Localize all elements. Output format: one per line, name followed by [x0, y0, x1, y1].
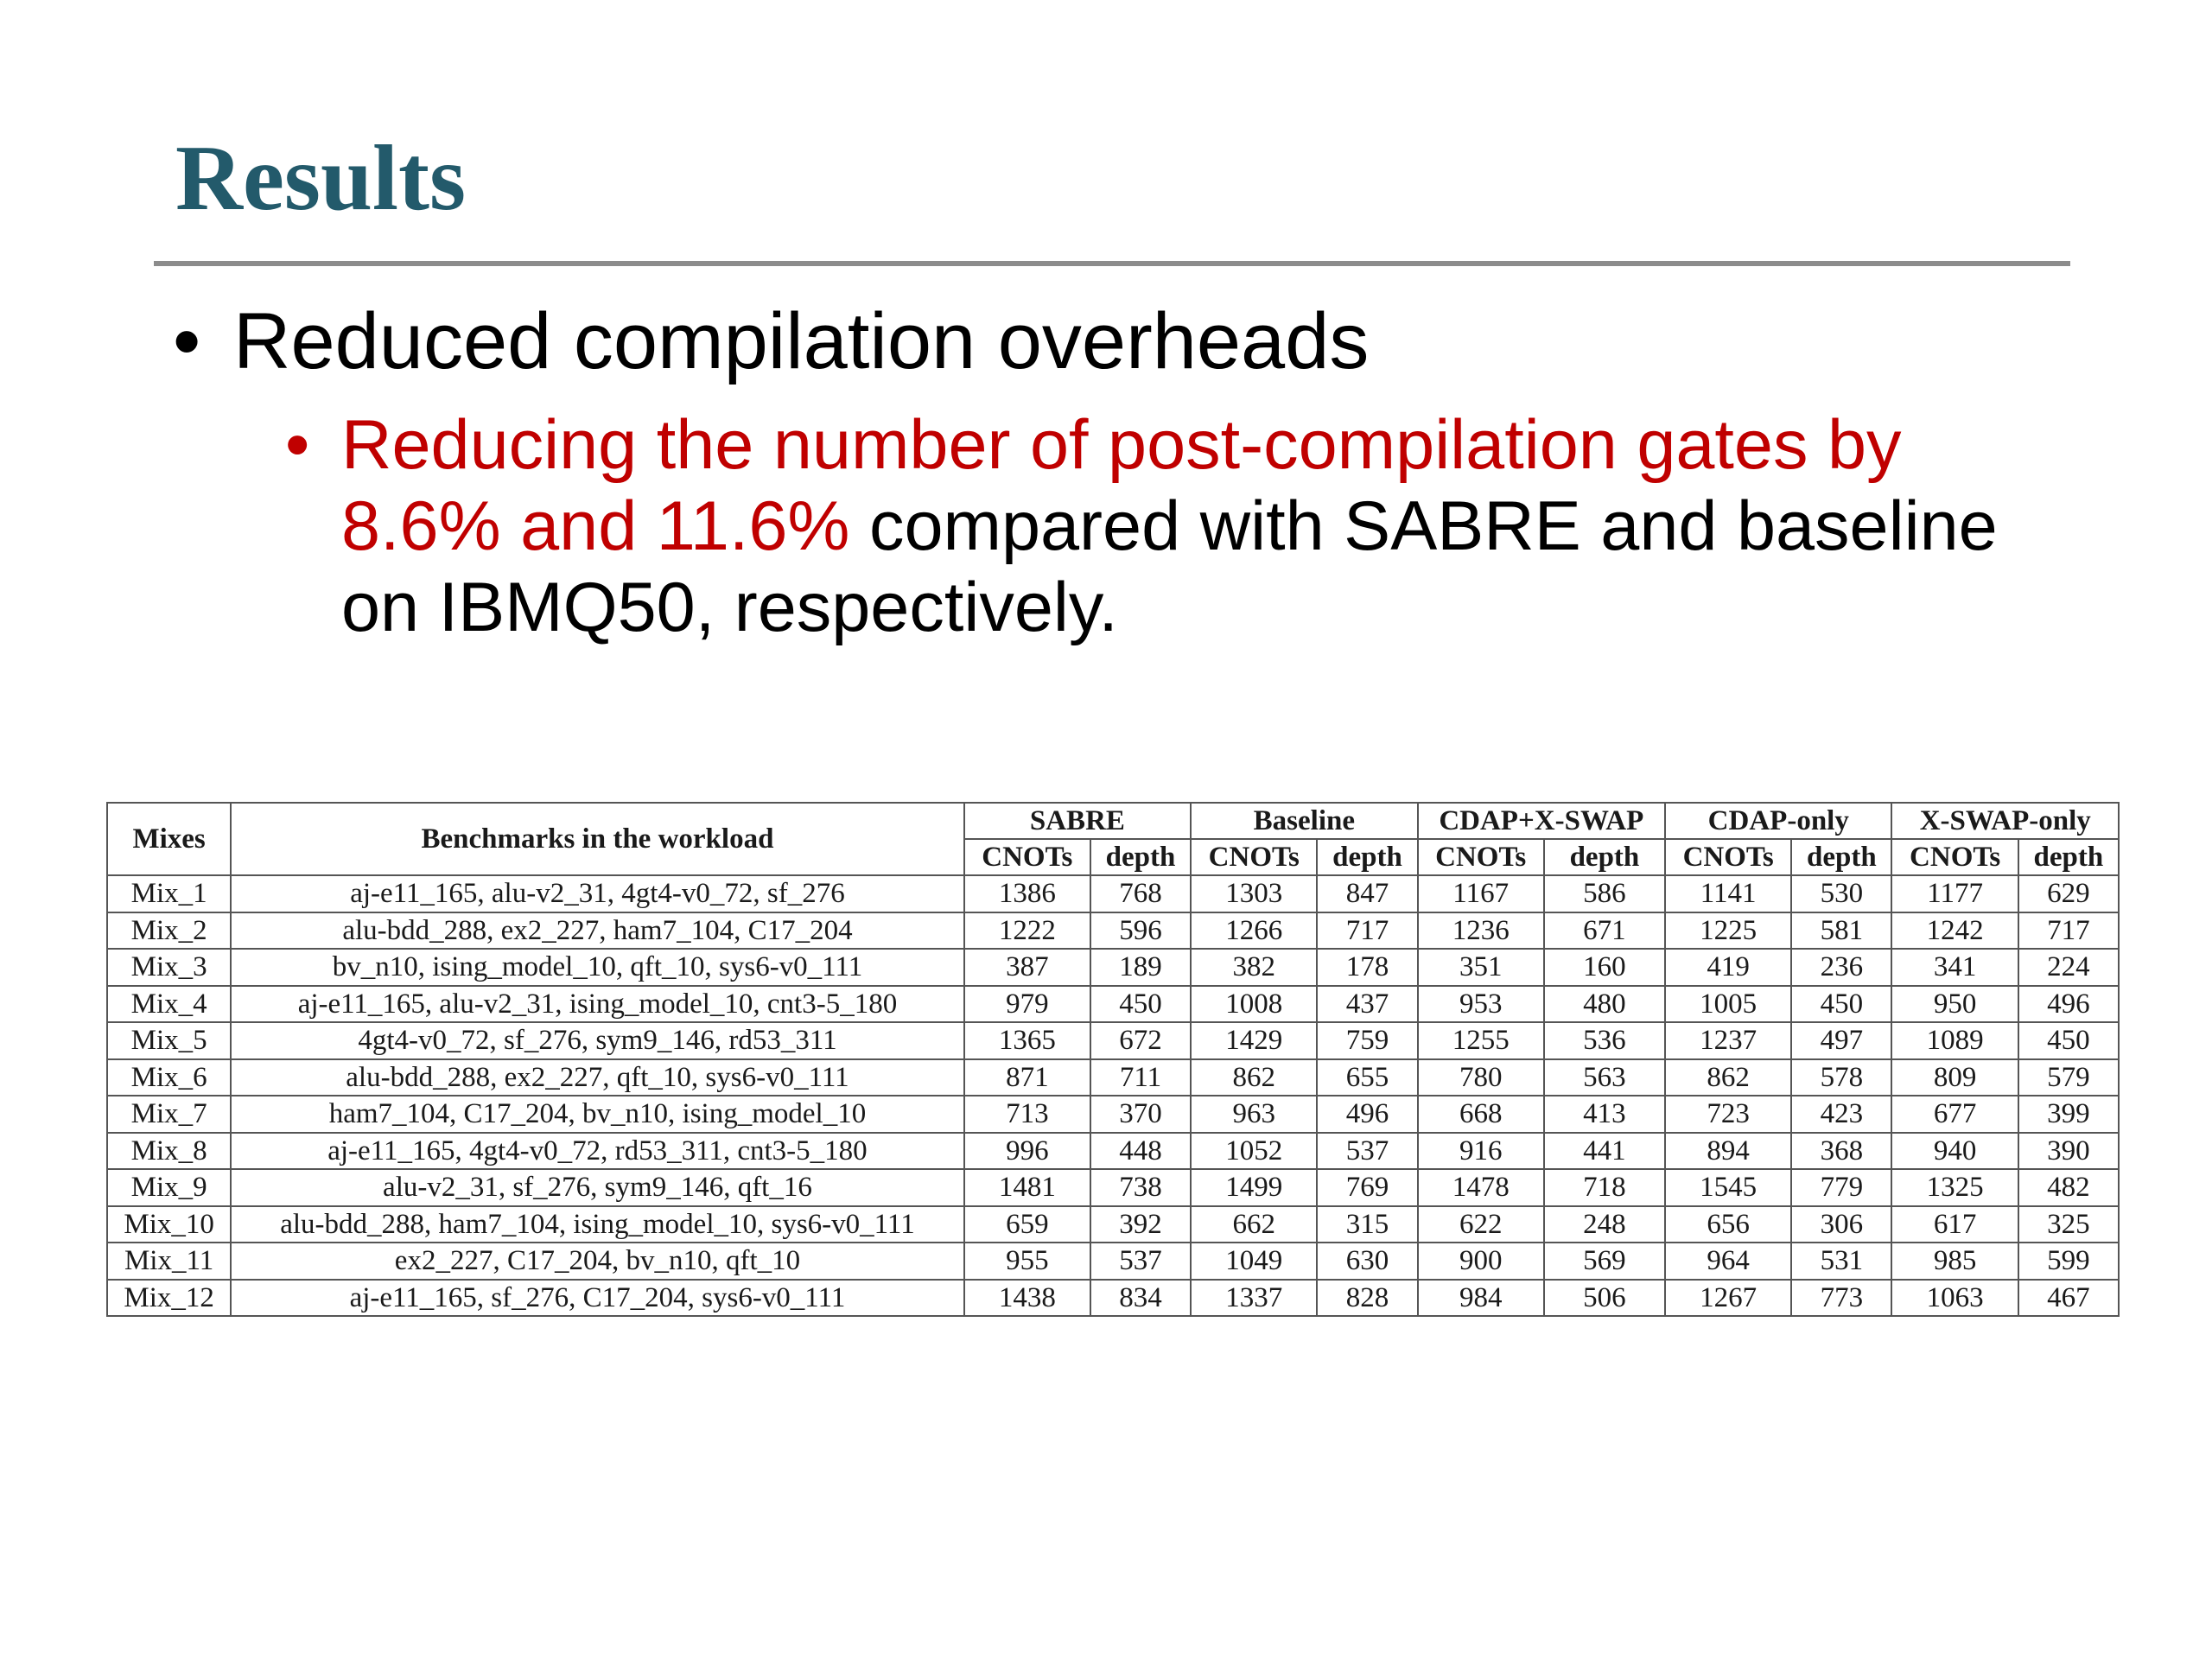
- table-row: [107, 1206, 2119, 1243]
- cell-depth: 178: [1317, 949, 1417, 986]
- cell-depth: 834: [1090, 1280, 1191, 1317]
- cell-mix: Mix_2: [107, 912, 231, 950]
- cell-depth: 537: [1090, 1243, 1191, 1280]
- cell-cnots: 862: [1665, 1059, 1791, 1096]
- cell-depth: 160: [1544, 949, 1665, 986]
- table-header: [107, 803, 2119, 875]
- header-mixes: Mixes: [107, 803, 231, 875]
- cell-cnots: 723: [1665, 1096, 1791, 1133]
- table-row: [107, 1280, 2119, 1317]
- bullet-dot: •: [173, 297, 201, 385]
- cell-cnots: 341: [1891, 949, 2018, 986]
- table-row: [107, 912, 2119, 950]
- cell-benchmarks: aj-e11_165, alu-v2_31, 4gt4-v0_72, sf_276: [231, 875, 963, 912]
- header-cnots: CNOTs: [964, 839, 1090, 875]
- cell-benchmarks: alu-v2_31, sf_276, sym9_146, qft_16: [231, 1169, 963, 1206]
- cell-depth: 392: [1090, 1206, 1191, 1243]
- cell-depth: 672: [1090, 1022, 1191, 1059]
- cell-depth: 506: [1544, 1280, 1665, 1317]
- cell-mix: Mix_10: [107, 1206, 231, 1243]
- cell-depth: 189: [1090, 949, 1191, 986]
- cell-depth: 537: [1317, 1133, 1417, 1170]
- header-cnots: CNOTs: [1418, 839, 1544, 875]
- results-table: [106, 802, 2120, 1317]
- cell-cnots: 1177: [1891, 875, 2018, 912]
- table-row: [107, 875, 2119, 912]
- cell-cnots: 1266: [1191, 912, 1317, 950]
- cell-depth: 368: [1791, 1133, 1891, 1170]
- cell-depth: 586: [1544, 875, 1665, 912]
- cell-cnots: 979: [964, 986, 1090, 1023]
- header-group-sabre: SABRE: [964, 803, 1191, 839]
- cell-depth: 717: [2018, 912, 2119, 950]
- cell-depth: 467: [2018, 1280, 2119, 1317]
- header-depth: depth: [1544, 839, 1665, 875]
- cell-cnots: 1386: [964, 875, 1090, 912]
- cell-cnots: 780: [1418, 1059, 1544, 1096]
- cell-depth: 224: [2018, 949, 2119, 986]
- cell-cnots: 387: [964, 949, 1090, 986]
- cell-cnots: 1267: [1665, 1280, 1791, 1317]
- cell-cnots: 953: [1418, 986, 1544, 1023]
- cell-cnots: 940: [1891, 1133, 2018, 1170]
- cell-depth: 655: [1317, 1059, 1417, 1096]
- cell-depth: 828: [1317, 1280, 1417, 1317]
- header-cnots: CNOTs: [1665, 839, 1791, 875]
- cell-depth: 399: [2018, 1096, 2119, 1133]
- cell-cnots: 622: [1418, 1206, 1544, 1243]
- cell-benchmarks: bv_n10, ising_model_10, qft_10, sys6-v0_111: [231, 949, 963, 986]
- cell-depth: 236: [1791, 949, 1891, 986]
- cell-cnots: 1499: [1191, 1169, 1317, 1206]
- cell-benchmarks: ex2_227, C17_204, bv_n10, qft_10: [231, 1243, 963, 1280]
- cell-cnots: 1325: [1891, 1169, 2018, 1206]
- bullet-2-text: [341, 404, 2061, 648]
- cell-cnots: 1303: [1191, 875, 1317, 912]
- cell-mix: Mix_8: [107, 1133, 231, 1170]
- cell-depth: 437: [1317, 986, 1417, 1023]
- cell-cnots: 1167: [1418, 875, 1544, 912]
- cell-depth: 450: [2018, 1022, 2119, 1059]
- cell-depth: 370: [1090, 1096, 1191, 1133]
- cell-depth: 630: [1317, 1243, 1417, 1280]
- header-group-cdap-xswap: CDAP+X-SWAP: [1418, 803, 1665, 839]
- cell-cnots: 964: [1665, 1243, 1791, 1280]
- title-divider: [154, 261, 2070, 266]
- cell-cnots: 900: [1418, 1243, 1544, 1280]
- cell-depth: 325: [2018, 1206, 2119, 1243]
- cell-cnots: 668: [1418, 1096, 1544, 1133]
- header-depth: depth: [2018, 839, 2119, 875]
- table-row: [107, 1133, 2119, 1170]
- cell-cnots: 996: [964, 1133, 1090, 1170]
- cell-cnots: 862: [1191, 1059, 1317, 1096]
- cell-benchmarks: aj-e11_165, sf_276, C17_204, sys6-v0_111: [231, 1280, 963, 1317]
- cell-depth: 496: [2018, 986, 2119, 1023]
- cell-depth: 773: [1791, 1280, 1891, 1317]
- cell-depth: 306: [1791, 1206, 1891, 1243]
- header-group-cdap-only: CDAP-only: [1665, 803, 1891, 839]
- cell-cnots: 950: [1891, 986, 2018, 1023]
- table-row: [107, 1096, 2119, 1133]
- cell-depth: 496: [1317, 1096, 1417, 1133]
- cell-cnots: 1438: [964, 1280, 1090, 1317]
- cell-cnots: 1481: [964, 1169, 1090, 1206]
- cell-depth: 315: [1317, 1206, 1417, 1243]
- cell-benchmarks: alu-bdd_288, ex2_227, ham7_104, C17_204: [231, 912, 963, 950]
- cell-cnots: 1237: [1665, 1022, 1791, 1059]
- cell-depth: 497: [1791, 1022, 1891, 1059]
- cell-cnots: 1063: [1891, 1280, 2018, 1317]
- cell-cnots: 382: [1191, 949, 1317, 986]
- cell-mix: Mix_7: [107, 1096, 231, 1133]
- table-row: [107, 1059, 2119, 1096]
- cell-depth: 530: [1791, 875, 1891, 912]
- header-depth: depth: [1791, 839, 1891, 875]
- header-cnots: CNOTs: [1191, 839, 1317, 875]
- cell-depth: 390: [2018, 1133, 2119, 1170]
- cell-cnots: 1255: [1418, 1022, 1544, 1059]
- cell-depth: 768: [1090, 875, 1191, 912]
- cell-cnots: 963: [1191, 1096, 1317, 1133]
- header-depth: depth: [1317, 839, 1417, 875]
- cell-depth: 569: [1544, 1243, 1665, 1280]
- cell-benchmarks: alu-bdd_288, ham7_104, ising_model_10, sys6-v0_111: [231, 1206, 963, 1243]
- cell-depth: 441: [1544, 1133, 1665, 1170]
- bullet-2-rest: compared with SABRE and baseline on IBMQ50, respectively.: [341, 487, 1998, 646]
- cell-benchmarks: aj-e11_165, alu-v2_31, ising_model_10, cnt3-5_180: [231, 986, 963, 1023]
- cell-cnots: 1242: [1891, 912, 2018, 950]
- cell-depth: 579: [2018, 1059, 2119, 1096]
- header-group-baseline: Baseline: [1191, 803, 1417, 839]
- cell-depth: 718: [1544, 1169, 1665, 1206]
- cell-cnots: 1222: [964, 912, 1090, 950]
- cell-cnots: 1008: [1191, 986, 1317, 1023]
- bullet-2-highlight: Reducing the number of post-compilation gates by 8.6% and 11.6%: [341, 406, 1902, 565]
- cell-depth: 536: [1544, 1022, 1665, 1059]
- cell-cnots: 985: [1891, 1243, 2018, 1280]
- cell-cnots: 351: [1418, 949, 1544, 986]
- cell-depth: 480: [1544, 986, 1665, 1023]
- cell-depth: 759: [1317, 1022, 1417, 1059]
- cell-mix: Mix_11: [107, 1243, 231, 1280]
- cell-depth: 448: [1090, 1133, 1191, 1170]
- cell-benchmarks: alu-bdd_288, ex2_227, qft_10, sys6-v0_111: [231, 1059, 963, 1096]
- cell-depth: 450: [1791, 986, 1891, 1023]
- cell-cnots: 1365: [964, 1022, 1090, 1059]
- cell-cnots: 984: [1418, 1280, 1544, 1317]
- cell-cnots: 1337: [1191, 1280, 1317, 1317]
- cell-depth: 423: [1791, 1096, 1891, 1133]
- cell-cnots: 1545: [1665, 1169, 1791, 1206]
- slide-title: Results: [175, 127, 467, 230]
- cell-mix: Mix_6: [107, 1059, 231, 1096]
- cell-cnots: 955: [964, 1243, 1090, 1280]
- cell-depth: 847: [1317, 875, 1417, 912]
- cell-cnots: 656: [1665, 1206, 1791, 1243]
- cell-depth: 738: [1090, 1169, 1191, 1206]
- cell-depth: 581: [1791, 912, 1891, 950]
- cell-depth: 596: [1090, 912, 1191, 950]
- header-benchmarks: Benchmarks in the workload: [231, 803, 963, 875]
- cell-cnots: 1478: [1418, 1169, 1544, 1206]
- cell-depth: 779: [1791, 1169, 1891, 1206]
- cell-cnots: 1429: [1191, 1022, 1317, 1059]
- cell-depth: 599: [2018, 1243, 2119, 1280]
- table-row: [107, 1169, 2119, 1206]
- cell-cnots: 617: [1891, 1206, 2018, 1243]
- cell-depth: 531: [1791, 1243, 1891, 1280]
- cell-cnots: 1052: [1191, 1133, 1317, 1170]
- cell-depth: 413: [1544, 1096, 1665, 1133]
- cell-cnots: 916: [1418, 1133, 1544, 1170]
- cell-depth: 578: [1791, 1059, 1891, 1096]
- cell-cnots: 659: [964, 1206, 1090, 1243]
- cell-mix: Mix_4: [107, 986, 231, 1023]
- table-row: [107, 1022, 2119, 1059]
- cell-depth: 563: [1544, 1059, 1665, 1096]
- cell-benchmarks: 4gt4-v0_72, sf_276, sym9_146, rd53_311: [231, 1022, 963, 1059]
- cell-cnots: 871: [964, 1059, 1090, 1096]
- cell-mix: Mix_12: [107, 1280, 231, 1317]
- cell-cnots: 1049: [1191, 1243, 1317, 1280]
- cell-depth: 629: [2018, 875, 2119, 912]
- cell-mix: Mix_9: [107, 1169, 231, 1206]
- header-cnots: CNOTs: [1891, 839, 2018, 875]
- cell-cnots: 677: [1891, 1096, 2018, 1133]
- cell-cnots: 419: [1665, 949, 1791, 986]
- cell-depth: 248: [1544, 1206, 1665, 1243]
- cell-cnots: 894: [1665, 1133, 1791, 1170]
- cell-benchmarks: ham7_104, C17_204, bv_n10, ising_model_10: [231, 1096, 963, 1133]
- header-depth: depth: [1090, 839, 1191, 875]
- table-row: [107, 986, 2119, 1023]
- cell-depth: 717: [1317, 912, 1417, 950]
- cell-mix: Mix_1: [107, 875, 231, 912]
- cell-cnots: 1236: [1418, 912, 1544, 950]
- cell-cnots: 1225: [1665, 912, 1791, 950]
- cell-cnots: 1005: [1665, 986, 1791, 1023]
- header-group-xswap-only: X-SWAP-only: [1891, 803, 2119, 839]
- cell-depth: 711: [1090, 1059, 1191, 1096]
- cell-mix: Mix_5: [107, 1022, 231, 1059]
- sub-bullet-dot: •: [285, 406, 310, 484]
- cell-cnots: 662: [1191, 1206, 1317, 1243]
- cell-cnots: 1089: [1891, 1022, 2018, 1059]
- cell-cnots: 713: [964, 1096, 1090, 1133]
- bullet-1-text: Reduced compilation overheads: [233, 297, 1370, 385]
- cell-cnots: 1141: [1665, 875, 1791, 912]
- table-row: [107, 1243, 2119, 1280]
- table-body: [107, 875, 2119, 1316]
- cell-benchmarks: aj-e11_165, 4gt4-v0_72, rd53_311, cnt3-5_180: [231, 1133, 963, 1170]
- cell-cnots: 809: [1891, 1059, 2018, 1096]
- cell-depth: 671: [1544, 912, 1665, 950]
- cell-mix: Mix_3: [107, 949, 231, 986]
- cell-depth: 482: [2018, 1169, 2119, 1206]
- cell-depth: 450: [1090, 986, 1191, 1023]
- table-row: [107, 949, 2119, 986]
- cell-depth: 769: [1317, 1169, 1417, 1206]
